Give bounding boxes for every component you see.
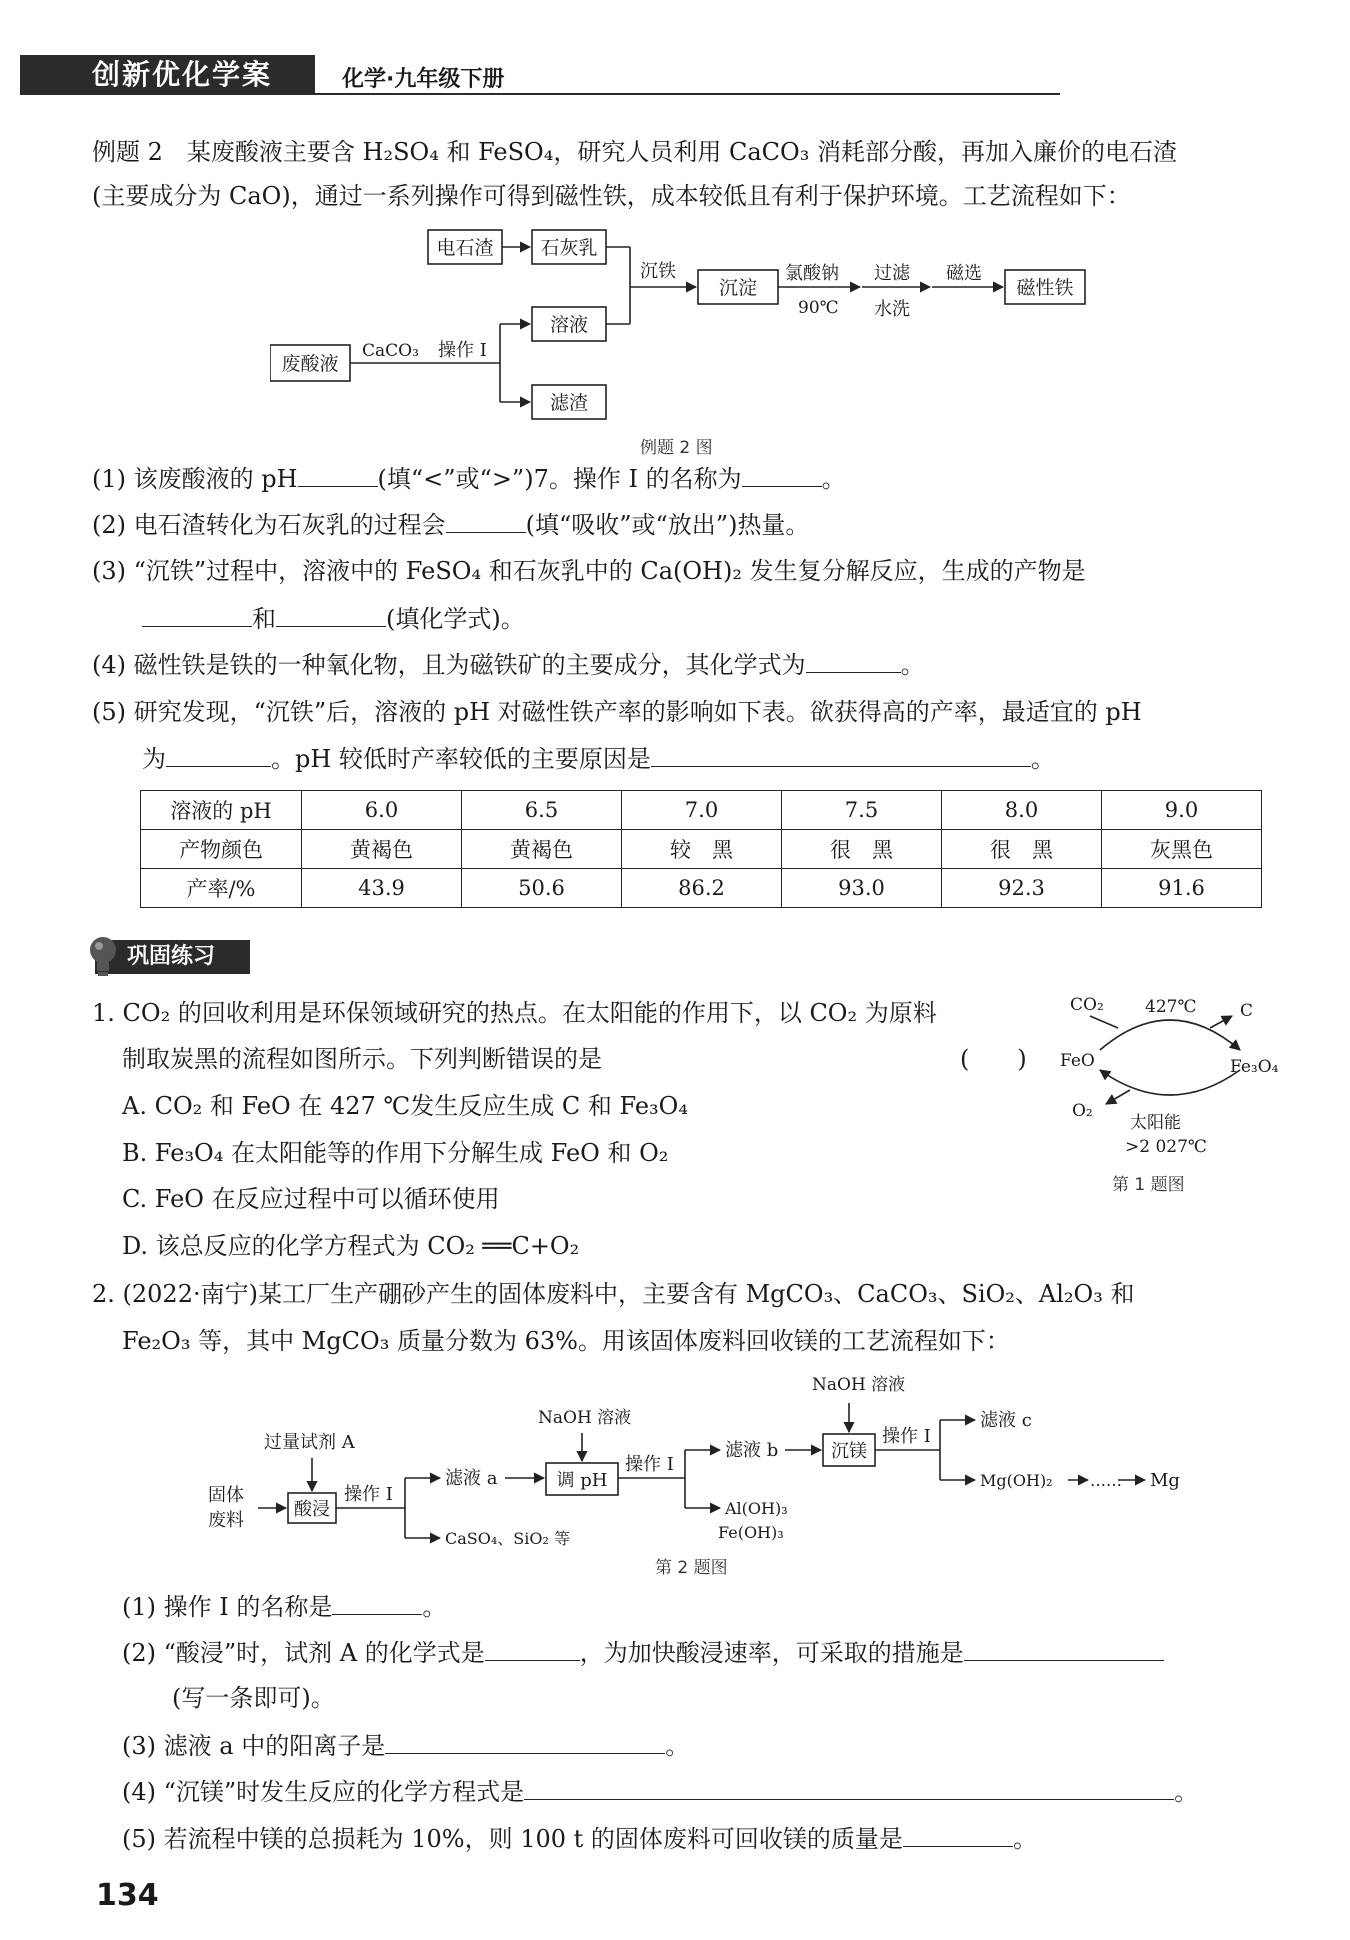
table-row: [141, 830, 1262, 869]
fig-label-427: 427℃: [1145, 997, 1197, 1017]
example2-q3-cont: 和 (填化学式)。: [142, 602, 525, 635]
flow-box-rongye: 溶液: [549, 314, 589, 336]
ex1-stem-line1: 1. CO₂ 的回收利用是环保领域研究的热点。在太阳能的作用下，以 CO₂ 为原料: [92, 999, 937, 1027]
section-title: 巩固练习: [95, 940, 250, 974]
answer-blank[interactable]: [742, 462, 822, 487]
flow-box-cixingtie: 磁性铁: [1016, 277, 1074, 299]
fig-label-solar: 太阳能: [1130, 1113, 1181, 1133]
example2-flow-diagram: [270, 225, 1100, 425]
example2-figure-caption: 例题 2 图: [640, 438, 713, 458]
answer-blank[interactable]: [142, 602, 252, 627]
ex2-flow-mgoh2: Mg(OH)₂: [980, 1471, 1053, 1490]
answer-blank[interactable]: [166, 742, 271, 767]
example2-intro-line2: (主要成分为 CaO)，通过一系列操作可得到磁性铁，成本较低且有利于保护环境。工艺流程如下：: [92, 182, 1131, 210]
table-row: [141, 869, 1262, 908]
answer-blank[interactable]: [485, 1636, 580, 1661]
table-cell: 黄褐色: [462, 830, 622, 869]
example2-q5-cont: 为 。pH 较低时产率较低的主要原因是 。: [142, 742, 1055, 775]
ex2-stem-line1: 2. (2022·南宁)某工厂生产硼砂产生的固体废料中，主要含有 MgCO₃、CaCO₃、SiO₂、Al₂O₃ 和: [92, 1280, 1135, 1308]
answer-blank[interactable]: [298, 462, 378, 487]
ex2-flow-feoh3: Fe(OH)₃: [718, 1523, 784, 1542]
ex2-flow-feiliao: 废料: [208, 1510, 244, 1531]
lightbulb-icon: [86, 934, 120, 978]
header-subject: 化学·九年级下册: [342, 67, 505, 92]
ex2-flow-aloh3: Al(OH)₃: [725, 1499, 788, 1518]
ex2-stem-line2: Fe₂O₃ 等，其中 MgCO₃ 质量分数为 63%。用该固体废料回收镁的工艺流程如下：: [122, 1327, 1010, 1355]
example2-q4: (4) 磁性铁是铁的一种氧化物，且为磁铁矿的主要成分，其化学式为 。: [92, 648, 925, 681]
ex2-flow-diagram: [200, 1368, 1200, 1568]
table-cell: 6.0: [302, 791, 462, 830]
flow-box-chendian: 沉淀: [718, 277, 758, 299]
flow-label-cixuan: 磁选: [946, 263, 982, 284]
ex1-option-b[interactable]: B. Fe₃O₄ 在太阳能等的作用下分解生成 FeO 和 O₂: [122, 1139, 669, 1167]
ex1-option-a[interactable]: A. CO₂ 和 FeO 在 427 ℃发生反应生成 C 和 Fe₃O₄: [122, 1092, 688, 1120]
flow-label-90c: 90℃: [798, 298, 839, 318]
table-cell: 8.0: [942, 791, 1102, 830]
ex1-stem-line2: 制取炭黑的流程如图所示。下列判断错误的是: [122, 1045, 602, 1073]
ex2-flow-naoh2: NaOH 溶液: [812, 1375, 906, 1395]
ex2-flow-naoh1: NaOH 溶液: [538, 1408, 632, 1428]
answer-blank[interactable]: [332, 1590, 422, 1615]
answer-blank[interactable]: [903, 1822, 1013, 1847]
example2-intro-line1: 例题 2 某废酸液主要含 H₂SO₄ 和 FeSO₄，研究人员利用 CaCO₃ 消耗部分酸，再加入廉价的电石渣: [92, 138, 1177, 166]
ph-yield-table: [140, 790, 1262, 908]
flow-label-caco3: CaCO₃: [362, 341, 419, 361]
ex2-flow-lvye-c: 滤液 c: [980, 1410, 1032, 1431]
answer-blank[interactable]: [524, 1775, 1174, 1800]
ex2-flow-op1b: 操作 I: [625, 1454, 674, 1475]
ex2-flow-op1c: 操作 I: [882, 1426, 931, 1447]
table-cell: 92.3: [942, 869, 1102, 908]
flow-label-lvsuanna: 氯酸钠: [785, 263, 839, 284]
ex2-q1: (1) 操作 I 的名称是 。: [122, 1590, 446, 1623]
example2-q5: (5) 研究发现，“沉铁”后，溶液的 pH 对磁性铁产率的影响如下表。欲获得高的产率，最适宜的 pH: [92, 698, 1142, 726]
table-cell: 很 黑: [782, 830, 942, 869]
ex2-flow-box-chenmei: 沉镁: [831, 1441, 867, 1462]
ex2-figure-caption: 第 2 题图: [655, 1558, 728, 1578]
table-cell: 黄褐色: [302, 830, 462, 869]
flow-label-shuixi: 水洗: [874, 299, 910, 320]
table-header-cell: 产率/%: [141, 869, 302, 908]
ex2-flow-box-suanjin: 酸浸: [294, 1499, 330, 1520]
ex2-flow-box-tiaoph: 调 pH: [556, 1470, 608, 1491]
header-brand: 创新优化学案: [20, 55, 315, 95]
ex1-option-c[interactable]: C. FeO 在反应过程中可以循环使用: [122, 1185, 500, 1213]
ex1-cycle-diagram: [1060, 990, 1290, 1160]
fig-label-co2: CO₂: [1070, 995, 1104, 1015]
flow-box-lvzha: 滤渣: [549, 392, 589, 414]
table-cell: 7.0: [622, 791, 782, 830]
flow-box-shihuiru: 石灰乳: [540, 237, 598, 259]
flow-label-guolv: 过滤: [874, 263, 910, 284]
page-number: 134: [96, 1878, 159, 1913]
header-rule: [20, 93, 1060, 95]
answer-blank[interactable]: [964, 1636, 1164, 1661]
table-cell: 较 黑: [622, 830, 782, 869]
ex2-flow-mg: Mg: [1150, 1470, 1180, 1491]
table-cell: 7.5: [782, 791, 942, 830]
example2-q2: (2) 电石渣转化为石灰乳的过程会 (填“吸收”或“放出”)热量。: [92, 508, 809, 541]
ex2-q2-cont: (写一条即可)。: [172, 1684, 335, 1712]
table-cell: 93.0: [782, 869, 942, 908]
ex2-flow-dots: ……: [1090, 1471, 1122, 1490]
fig-label-o2: O₂: [1072, 1101, 1093, 1121]
ex2-flow-op1a: 操作 I: [344, 1484, 393, 1505]
answer-blank[interactable]: [651, 742, 1031, 767]
flow-label-chentie: 沉铁: [640, 261, 676, 282]
ex2-q2: (2) “酸浸”时，试剂 A 的化学式是 ，为加快酸浸速率，可采取的措施是: [122, 1636, 1164, 1669]
ex2-flow-guti: 固体: [208, 1485, 244, 1506]
fig-label-c: C: [1240, 1001, 1254, 1021]
answer-blank[interactable]: [276, 602, 386, 627]
ex1-option-d[interactable]: D. 该总反应的化学方程式为 CO₂ ══C+O₂: [122, 1232, 580, 1260]
fig-label-fe3o4: Fe₃O₄: [1230, 1057, 1279, 1077]
fig-label-feo: FeO: [1060, 1051, 1095, 1071]
table-cell: 9.0: [1102, 791, 1262, 830]
answer-blank[interactable]: [806, 648, 901, 673]
flow-box-feisuanye: 废酸液: [281, 353, 339, 375]
ex2-flow-lvye-a: 滤液 a: [445, 1468, 498, 1489]
ex2-flow-caso4: CaSO₄、SiO₂ 等: [445, 1529, 570, 1548]
ex1-figure-caption: 第 1 题图: [1112, 1175, 1185, 1195]
table-cell: 91.6: [1102, 869, 1262, 908]
fig-label-2027: >2 027℃: [1125, 1137, 1207, 1157]
table-cell: 43.9: [302, 869, 462, 908]
table-header-cell: 产物颜色: [141, 830, 302, 869]
table-cell: 86.2: [622, 869, 782, 908]
example2-q3: (3) “沉铁”过程中，溶液中的 FeSO₄ 和石灰乳中的 Ca(OH)₂ 发生复分解反应，生成的产物是: [92, 557, 1086, 585]
flow-label-op1: 操作 I: [438, 340, 487, 361]
table-cell: 很 黑: [942, 830, 1102, 869]
ex2-flow-reagent-a: 过量试剂 A: [264, 1432, 355, 1453]
ex1-answer-bracket[interactable]: ( ): [960, 1045, 1027, 1073]
table-row: [141, 791, 1262, 830]
table-header-cell: 溶液的 pH: [141, 791, 302, 830]
answer-blank[interactable]: [385, 1729, 665, 1754]
ex2-q4: (4) “沉镁”时发生反应的化学方程式是 。: [122, 1775, 1198, 1808]
table-cell: 6.5: [462, 791, 622, 830]
ex2-flow-lvye-b: 滤液 b: [725, 1440, 779, 1461]
example2-q1: (1) 该废酸液的 pH (填“<”或“>”)7。操作 I 的名称为 。: [92, 462, 846, 495]
ex2-q5: (5) 若流程中镁的总损耗为 10%，则 100 t 的固体废料可回收镁的质量是 。: [122, 1822, 1037, 1855]
table-cell: 灰黑色: [1102, 830, 1262, 869]
ex2-q3: (3) 滤液 a 中的阳离子是 。: [122, 1729, 689, 1762]
table-cell: 50.6: [462, 869, 622, 908]
flow-box-dianshizha: 电石渣: [436, 237, 494, 259]
answer-blank[interactable]: [446, 508, 526, 533]
